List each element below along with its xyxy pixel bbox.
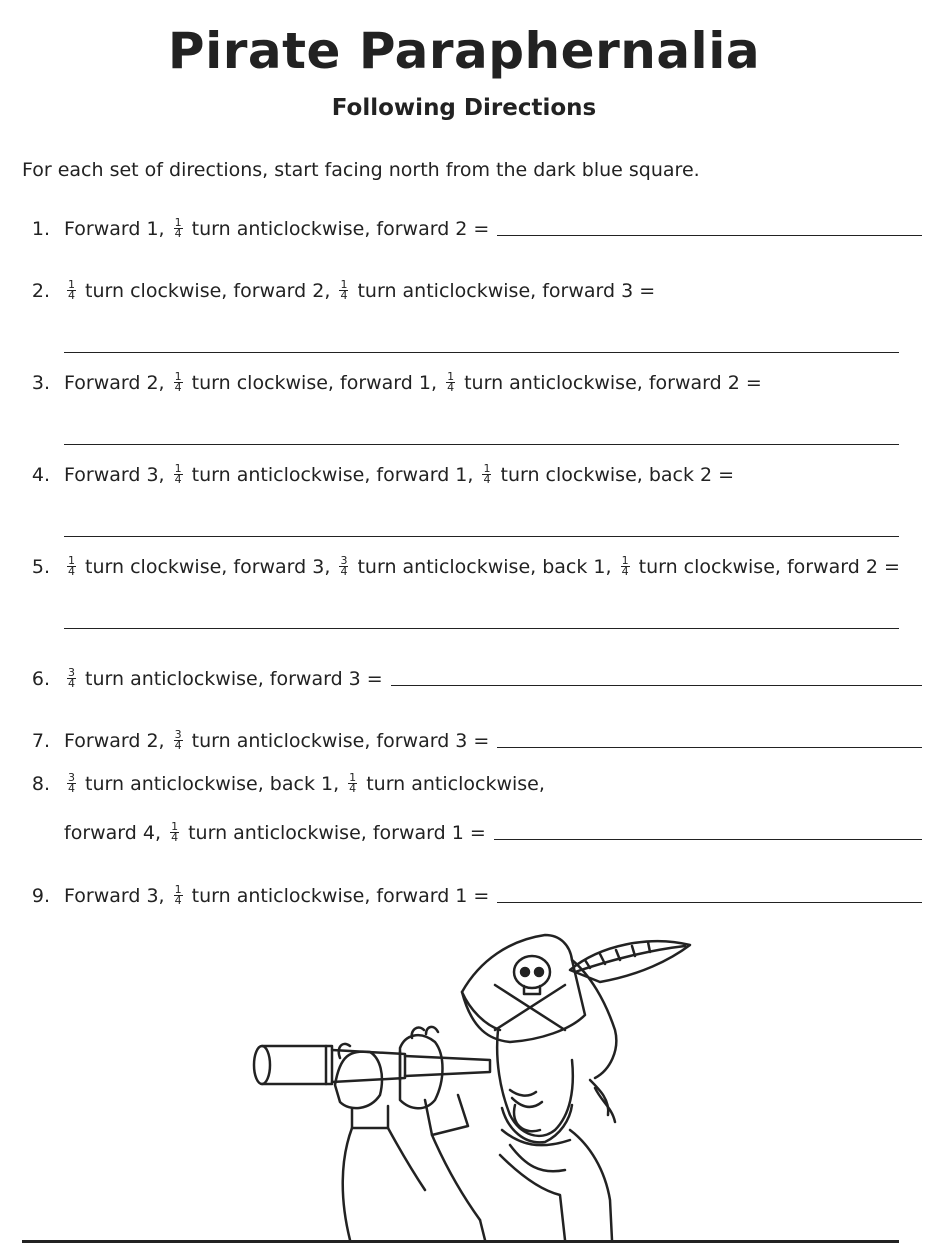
fraction-denominator: 4 (68, 677, 75, 690)
question-text: turn clockwise, forward 2 = (632, 556, 900, 578)
question-number: 6. (31, 668, 50, 690)
fraction-denominator: 4 (174, 739, 182, 752)
fraction-numerator: 1 (174, 462, 182, 475)
fraction-denominator: 4 (621, 565, 629, 578)
fraction-numerator: 1 (68, 278, 75, 291)
question-text: turn clockwise, back 2 = (494, 464, 735, 486)
question-text: turn anticlockwise, back 1, (79, 773, 346, 795)
question-7 (22, 722, 922, 752)
skull-and-crossbones-icon (495, 956, 565, 1030)
question-directions (64, 218, 489, 240)
question-number: 8. (31, 773, 50, 795)
question-text: turn anticlockwise, forward 1 = (182, 822, 486, 844)
answer-line[interactable] (64, 444, 899, 445)
fraction (67, 668, 76, 689)
pirate-with-telescope-illustration (240, 930, 700, 1240)
question-6 (22, 660, 922, 690)
fraction (446, 372, 455, 393)
fraction-denominator: 4 (349, 782, 357, 795)
question-text: turn clockwise, forward 3, (79, 556, 337, 578)
fraction (339, 556, 348, 577)
fraction (174, 464, 183, 485)
question-text: Forward 3, (64, 885, 171, 907)
question-8 (22, 765, 922, 795)
question-text: turn anticlockwise, (360, 773, 545, 795)
page-subtitle: Following Directions (331, 95, 597, 121)
question-directions (64, 773, 545, 795)
fraction (174, 730, 183, 751)
question-text: turn anticlockwise, forward 2 = (458, 372, 762, 394)
page-title: Pirate Paraphernalia (167, 22, 761, 80)
fraction-numerator: 3 (174, 728, 182, 741)
fraction-numerator: 1 (340, 278, 348, 291)
fraction-numerator: 1 (349, 771, 357, 784)
fraction-numerator: 3 (68, 771, 75, 784)
fraction (339, 280, 348, 301)
fraction-numerator: 3 (340, 554, 348, 567)
fraction-denominator: 4 (340, 565, 348, 578)
answer-line[interactable] (497, 881, 922, 903)
question-text: turn anticlockwise, forward 2 = (185, 218, 490, 240)
answer-line[interactable] (494, 818, 922, 840)
instructions-text: For each set of directions, start facing north from the dark blue square. (22, 159, 700, 181)
question-number: 1. (31, 218, 50, 240)
fraction (174, 218, 183, 239)
fraction-denominator: 4 (174, 894, 182, 907)
answer-line[interactable] (497, 726, 922, 748)
question-number: 7. (31, 730, 50, 752)
answer-line[interactable] (391, 664, 922, 686)
question-9 (22, 877, 922, 907)
question-4 (22, 456, 922, 486)
answer-line[interactable] (497, 214, 922, 236)
fraction-numerator: 1 (174, 883, 182, 896)
question-directions (64, 885, 489, 907)
question-number: 5. (31, 556, 50, 578)
fraction-numerator: 1 (171, 820, 179, 833)
fraction-numerator: 1 (447, 370, 455, 383)
fraction-denominator: 4 (447, 381, 455, 394)
fraction-denominator: 4 (68, 289, 75, 302)
question-text: Forward 3, (64, 464, 171, 486)
fraction-denominator: 4 (174, 227, 182, 240)
question-text: turn anticlockwise, forward 3 = (185, 730, 490, 752)
fraction-denominator: 4 (171, 831, 179, 844)
fraction-denominator: 4 (174, 381, 182, 394)
fraction (67, 280, 76, 301)
question-2 (22, 272, 922, 302)
question-text: forward 4, (64, 822, 168, 844)
answer-line[interactable] (64, 536, 899, 537)
question-text: Forward 2, (64, 372, 171, 394)
question-5 (22, 548, 922, 578)
fraction (174, 885, 183, 906)
question-text: Forward 1, (64, 218, 171, 240)
question-number: 2. (31, 280, 50, 302)
question-directions (64, 556, 900, 578)
fraction-numerator: 1 (68, 554, 75, 567)
question-text: Forward 2, (64, 730, 171, 752)
question-directions (64, 464, 734, 486)
question-directions (64, 730, 489, 752)
question-number: 4. (31, 464, 50, 486)
question-text: turn anticlockwise, back 1, (351, 556, 618, 578)
question-text: turn anticlockwise, forward 3 = (351, 280, 656, 302)
question-number: 9. (31, 885, 50, 907)
fraction-denominator: 4 (340, 289, 348, 302)
telescope-icon (254, 1046, 490, 1084)
question-directions (64, 372, 762, 394)
fraction-denominator: 4 (174, 473, 182, 486)
question-directions (64, 668, 383, 690)
fraction (621, 556, 630, 577)
fraction-numerator: 1 (621, 554, 629, 567)
question-text: turn clockwise, forward 1, (185, 372, 444, 394)
fraction (67, 773, 76, 794)
fraction-denominator: 4 (68, 782, 75, 795)
question-3 (22, 364, 922, 394)
fraction (67, 556, 76, 577)
question-8-continued (22, 814, 922, 844)
fraction (174, 372, 183, 393)
question-text: turn anticlockwise, forward 3 = (79, 668, 383, 690)
fraction-denominator: 4 (483, 473, 491, 486)
fraction-numerator: 1 (483, 462, 491, 475)
fraction (170, 822, 179, 843)
fraction (482, 464, 491, 485)
question-1 (22, 210, 922, 240)
fraction (348, 773, 357, 794)
question-text: turn anticlockwise, forward 1, (185, 464, 480, 486)
question-directions (64, 280, 655, 302)
footer-rule (22, 1240, 899, 1243)
feather-icon (570, 941, 690, 982)
answer-line[interactable] (64, 352, 899, 353)
question-number: 3. (31, 372, 50, 394)
fraction-numerator: 1 (174, 370, 182, 383)
question-text: turn clockwise, forward 2, (79, 280, 337, 302)
fraction-numerator: 1 (174, 216, 182, 229)
fraction-numerator: 3 (68, 666, 75, 679)
question-directions (22, 822, 486, 844)
fraction-denominator: 4 (68, 565, 75, 578)
question-text: turn anticlockwise, forward 1 = (185, 885, 490, 907)
answer-line[interactable] (64, 628, 899, 629)
